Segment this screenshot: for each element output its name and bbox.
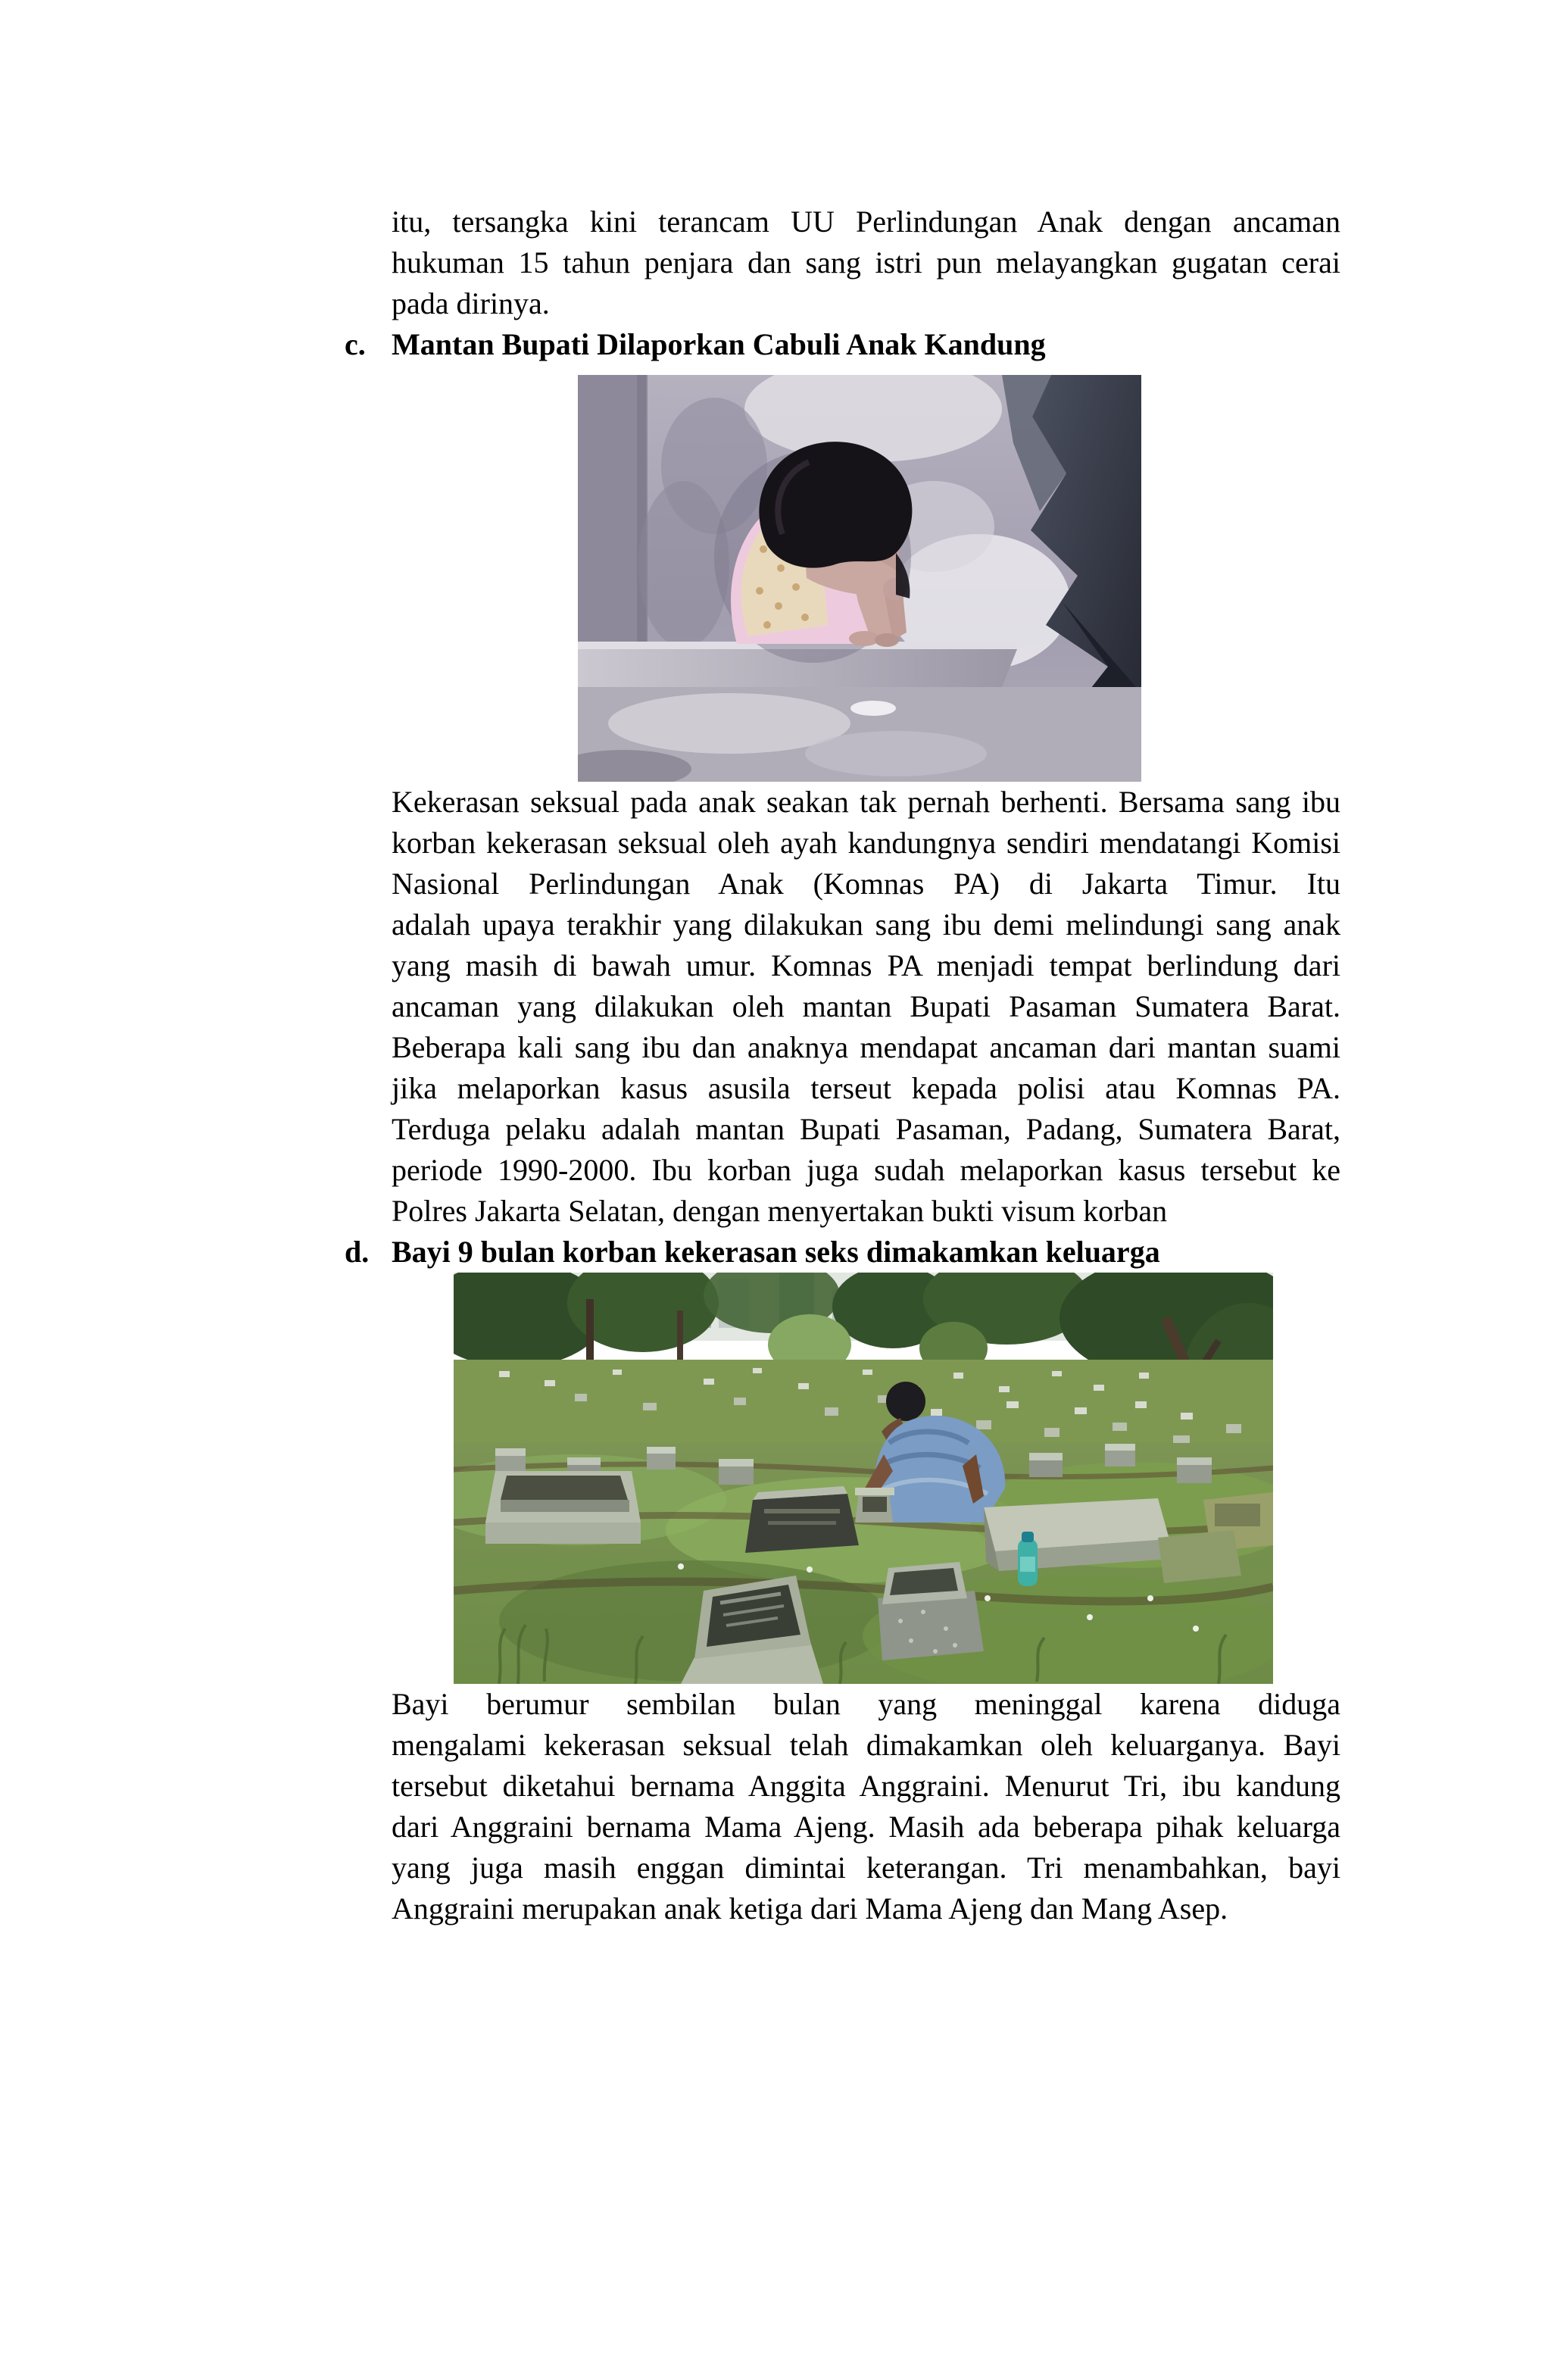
item-c-marker: c. (345, 327, 366, 361)
text-line: jika melaporkan kasus asusila terseut kepada polisi atau Komnas PA. (392, 1071, 1340, 1105)
list-item-d (345, 1232, 1340, 1929)
child-in-corner-photo (578, 375, 1141, 782)
text-line: Anggraini merupakan anak ketiga dari Mama Ajeng dan Mang Asep. (392, 1891, 1228, 1926)
text-line: korban kekerasan seksual oleh ayah kandungnya sendiri mendatangi Komisi (392, 826, 1340, 860)
text-line: tersebut diketahui bernama Anggita Anggraini. Menurut Tri, ibu kandung (392, 1769, 1340, 1803)
distant-graves (454, 1360, 1273, 1451)
intro-paragraph (392, 201, 1340, 324)
text-line: Polres Jakarta Selatan, dengan menyertakan bukti visum korban (392, 1194, 1168, 1228)
text-line: dari Anggraini bernama Mama Ajeng. Masih ada beberapa pihak keluarga (392, 1810, 1340, 1844)
text-line: Bayi berumur sembilan bulan yang meninggal karena diduga (392, 1687, 1340, 1721)
text-line: periode 1990-2000. Ibu korban juga sudah melaporkan kasus tersebut ke (392, 1153, 1340, 1187)
center-dark-plaque (745, 1486, 859, 1553)
text-line: hukuman 15 tahun penjara dan sang istri pun melayangkan gugatan cerai (392, 245, 1340, 280)
item-d-heading (345, 1232, 1340, 1273)
text-line: adalah upaya terakhir yang dilakukan sang ibu demi melindungi sang anak (392, 907, 1340, 942)
text-line: mengalami kekerasan seksual telah dimakamkan oleh keluarganya. Bayi (392, 1728, 1340, 1762)
text-line: Terduga pelaku adalah mantan Bupati Pasaman, Padang, Sumatera Barat, (392, 1112, 1340, 1146)
item-d-body (392, 1684, 1340, 1929)
child-photo-illustration (578, 375, 1141, 782)
text-line: yang masih di bawah umur. Komnas PA menjadi tempat berlindung dari (392, 948, 1340, 982)
text-line: pada dirinya. (392, 286, 550, 320)
text-line: Kekerasan seksual pada anak seakan tak pernah berhenti. Bersama sang ibu (392, 785, 1340, 819)
text-line: Beberapa kali sang ibu dan anaknya mendapat ancaman dari mantan suami (392, 1030, 1340, 1064)
list-item-c (345, 324, 1340, 1232)
text-line: Nasional Perlindungan Anak (Komnas PA) di Jakarta Timur. Itu (392, 867, 1340, 901)
item-c-body (392, 782, 1340, 1232)
item-c-title: Mantan Bupati Dilaporkan Cabuli Anak Kandung (392, 327, 1046, 361)
text-line: ancaman yang dilakukan oleh mantan Bupati Pasaman Sumatera Barat. (392, 989, 1340, 1023)
cemetery-photo (454, 1273, 1273, 1684)
left-large-marker (485, 1471, 641, 1544)
text-line: itu, tersangka kini terancam UU Perlindungan Anak dengan ancaman (392, 205, 1340, 239)
text-column (345, 201, 1340, 1929)
item-c-heading (345, 324, 1340, 365)
long-grave-block (984, 1498, 1172, 1571)
item-d-marker: d. (345, 1235, 370, 1269)
cemetery-photo-illustration (454, 1273, 1273, 1684)
text-line: yang juga masih enggan dimintai keterangan. Tri menambahkan, bayi (392, 1851, 1340, 1885)
item-d-title: Bayi 9 bulan korban kekerasan seks dimakamkan keluarga (392, 1235, 1160, 1269)
